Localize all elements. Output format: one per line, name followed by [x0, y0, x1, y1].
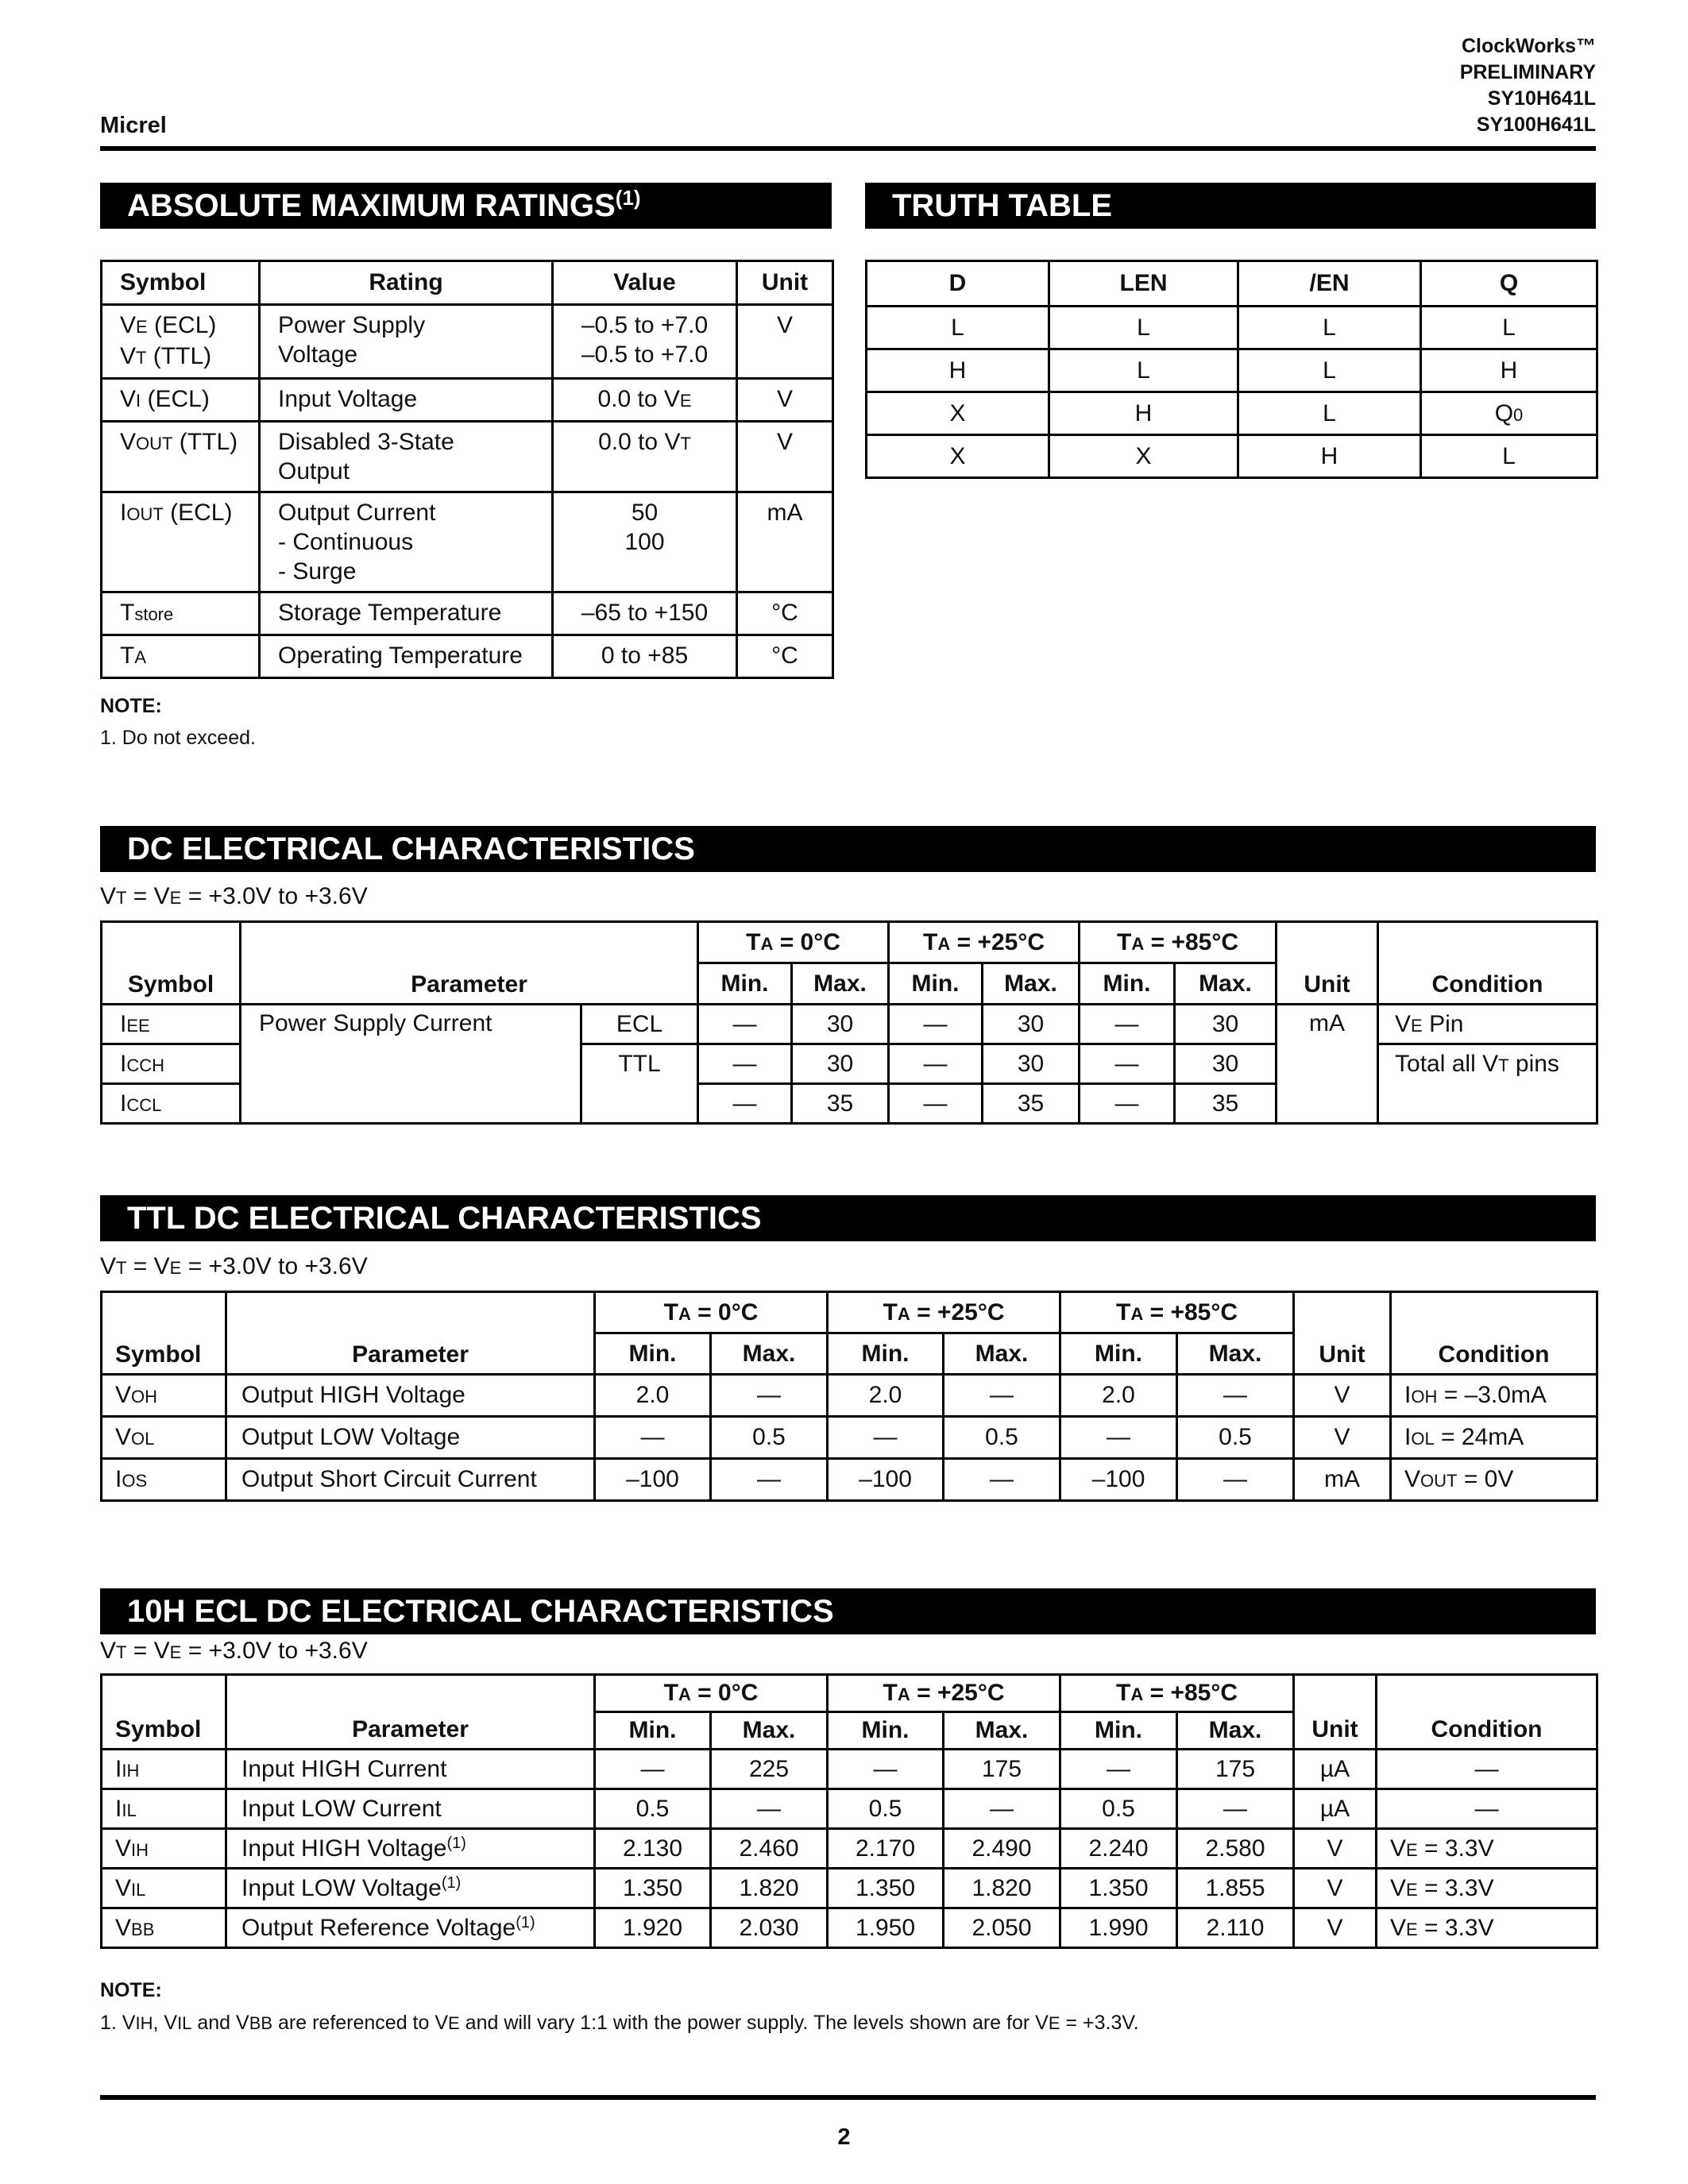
dc-symbol: ICCH: [102, 1044, 241, 1084]
ecl-value: 1.950: [828, 1908, 944, 1948]
ecl-value: 225: [711, 1750, 828, 1789]
ecl-title-bar: [100, 1588, 1596, 1634]
dc-header-min: Min.: [1080, 963, 1175, 1005]
dc-value: —: [1080, 1005, 1175, 1044]
amr-table: [100, 260, 834, 679]
dc-supply-condition: VT = VE = +3.0V to +3.6V: [100, 883, 368, 909]
dc-value: 35: [1175, 1084, 1277, 1124]
ttl-symbol: VOH: [102, 1375, 226, 1417]
ttl-value: –100: [1060, 1459, 1177, 1501]
ecl-value: —: [828, 1750, 944, 1789]
truth-cell: H: [1049, 392, 1238, 435]
dc-header-unit: Unit: [1277, 922, 1378, 1005]
truth-title-bar: [865, 183, 1596, 229]
cell-line: Tstore: [120, 600, 174, 626]
ecl-row: [102, 1789, 1597, 1829]
ttl-value: —: [1177, 1375, 1294, 1417]
ecl-value: 175: [944, 1750, 1060, 1789]
dc-header-min: Min.: [889, 963, 983, 1005]
amr-row: [102, 305, 833, 379]
ecl-value: —: [711, 1789, 828, 1829]
ttl-row: [102, 1375, 1597, 1417]
ecl-unit: V: [1294, 1869, 1377, 1908]
dc-unit: mA: [1277, 1005, 1378, 1124]
ttl-header-unit: Unit: [1294, 1292, 1391, 1375]
cell-line: VI (ECL): [120, 386, 210, 412]
ecl-title: 10H ECL DC ELECTRICAL CHARACTERISTICS: [127, 1594, 834, 1629]
dc-value: 30: [983, 1044, 1080, 1084]
amr-unit: [737, 379, 833, 422]
truth-row: [867, 392, 1597, 435]
dc-parameter: Power Supply Current: [241, 1005, 581, 1124]
cell-line: TA: [120, 642, 147, 669]
cell-line: mA: [767, 500, 803, 526]
ecl-value: 2.050: [944, 1908, 1060, 1948]
cell-line: IOUT (ECL): [120, 500, 233, 526]
ecl-value: 175: [1177, 1750, 1294, 1789]
ecl-value: 1.820: [944, 1869, 1060, 1908]
truth-cell: Q0: [1421, 392, 1597, 435]
amr-header-cell: Symbol: [102, 261, 260, 305]
truth-table: [865, 260, 1598, 479]
ecl-value: 2.030: [711, 1908, 828, 1948]
cell-line: 100: [624, 529, 665, 555]
truth-header-cell: LEN: [1049, 261, 1238, 307]
dc-kind: [581, 1084, 698, 1124]
amr-unit: [737, 492, 833, 592]
ttl-parameter: Output LOW Voltage: [226, 1417, 595, 1459]
amr-value: [553, 492, 737, 592]
dc-value: 30: [1175, 1005, 1277, 1044]
ecl-table: [100, 1673, 1598, 1949]
cell-line: VE (ECL): [120, 312, 217, 338]
cell-line: VT (TTL): [120, 343, 212, 369]
ttl-condition: IOL = 24mA: [1391, 1417, 1597, 1459]
ecl-symbol: IIL: [102, 1789, 226, 1829]
ecl-value: 2.110: [1177, 1908, 1294, 1948]
ttl-unit: V: [1294, 1417, 1391, 1459]
truth-cell: L: [1049, 349, 1238, 392]
header-line: PRELIMINARY: [1459, 61, 1596, 83]
cell-line: °C: [771, 642, 798, 669]
ecl-unit: µA: [1294, 1750, 1377, 1789]
header-rule: [100, 146, 1596, 151]
ttl-header-max: Max.: [711, 1333, 828, 1375]
ecl-header-temp: TA = +25°C: [828, 1675, 1060, 1712]
ecl-value: 1.350: [828, 1869, 944, 1908]
ecl-parameter: Input HIGH Voltage$^{(1)}$: [226, 1829, 595, 1869]
ecl-unit: V: [1294, 1829, 1377, 1869]
cell-line: - Continuous: [278, 529, 414, 555]
dc-kind: TTL: [581, 1044, 698, 1084]
amr-header-cell: Rating: [260, 261, 553, 305]
truth-header-cell: /EN: [1238, 261, 1421, 307]
truth-cell: L: [1049, 307, 1238, 349]
truth-row: [867, 307, 1597, 349]
ecl-value: 1.990: [1060, 1908, 1177, 1948]
amr-row: [102, 492, 833, 592]
ecl-value: 2.240: [1060, 1829, 1177, 1869]
amr-rating: [260, 379, 553, 422]
truth-cell: X: [867, 392, 1049, 435]
dc-value: 30: [1175, 1044, 1277, 1084]
amr-rating: [260, 592, 553, 635]
ecl-row: [102, 1750, 1597, 1789]
dc-header-parameter: Parameter: [241, 922, 698, 1005]
ttl-header-max: Max.: [944, 1333, 1060, 1375]
ttl-parameter: Output HIGH Voltage: [226, 1375, 595, 1417]
dc-value: —: [698, 1044, 792, 1084]
ecl-row: [102, 1908, 1597, 1948]
footnote-ref: (1): [516, 1913, 535, 1931]
ecl-unit: µA: [1294, 1789, 1377, 1829]
header-line: ClockWorks™: [1461, 35, 1596, 57]
ecl-header-max: Max.: [944, 1712, 1060, 1750]
ttl-header-min: Min.: [595, 1333, 711, 1375]
ttl-value: —: [944, 1459, 1060, 1501]
cell-line: V: [776, 386, 793, 412]
ttl-header-temp: TA = +85°C: [1060, 1292, 1294, 1333]
ttl-value: —: [1177, 1459, 1294, 1501]
cell-line: –0.5 to +7.0: [581, 312, 709, 338]
ecl-value: 1.855: [1177, 1869, 1294, 1908]
dc-title-bar: [100, 826, 1596, 872]
amr-symbol: [102, 592, 260, 635]
footer-rule: [100, 2095, 1596, 2100]
amr-symbol: [102, 492, 260, 592]
ecl-row: [102, 1829, 1597, 1869]
ttl-value: 0.5: [1177, 1417, 1294, 1459]
amr-header-row: [102, 261, 833, 305]
ecl-value: 0.5: [1060, 1789, 1177, 1829]
cell-line: 0 to +85: [601, 642, 689, 669]
ecl-header-min: Min.: [1060, 1712, 1177, 1750]
dc-header-condition: Condition: [1378, 922, 1597, 1005]
ecl-condition: —: [1377, 1789, 1597, 1829]
amr-row: [102, 592, 833, 635]
dc-value: —: [1080, 1044, 1175, 1084]
truth-cell: L: [1421, 435, 1597, 478]
ecl-value: 2.130: [595, 1829, 711, 1869]
dc-header-min: Min.: [698, 963, 792, 1005]
ttl-symbol: IOS: [102, 1459, 226, 1501]
amr-value: [553, 422, 737, 492]
ttl-value: 0.5: [944, 1417, 1060, 1459]
amr-rating: [260, 422, 553, 492]
ttl-title-bar: [100, 1195, 1596, 1241]
ttl-value: 2.0: [828, 1375, 944, 1417]
truth-cell: L: [1421, 307, 1597, 349]
cell-line: –0.5 to +7.0: [581, 341, 709, 368]
amr-note-heading: NOTE:: [100, 695, 162, 717]
truth-title: TRUTH TABLE: [892, 188, 1112, 223]
dc-header-temp-0: TA = 0°C: [698, 922, 889, 963]
ttl-header-condition: Condition: [1391, 1292, 1597, 1375]
ecl-value: 2.490: [944, 1829, 1060, 1869]
ecl-symbol: VIL: [102, 1869, 226, 1908]
cell-line: Operating Temperature: [278, 642, 523, 669]
dc-header-symbol: Symbol: [102, 922, 241, 1005]
ecl-header-max: Max.: [711, 1712, 828, 1750]
cell-line: V: [776, 312, 793, 338]
ecl-value: 0.5: [828, 1789, 944, 1829]
amr-row: [102, 379, 833, 422]
ttl-table: [100, 1291, 1598, 1502]
amr-symbol: [102, 422, 260, 492]
ttl-condition: IOH = –3.0mA: [1391, 1375, 1597, 1417]
truth-cell: X: [1049, 435, 1238, 478]
ecl-value: —: [595, 1750, 711, 1789]
dc-value: 30: [792, 1044, 889, 1084]
cell-line: Disabled 3-State: [278, 429, 454, 455]
ecl-symbol: IIH: [102, 1750, 226, 1789]
ecl-supply-condition: VT = VE = +3.0V to +3.6V: [100, 1638, 368, 1664]
truth-cell: X: [867, 435, 1049, 478]
truth-header-cell: D: [867, 261, 1049, 307]
ttl-value: 2.0: [595, 1375, 711, 1417]
truth-cell: L: [1238, 392, 1421, 435]
dc-value: —: [698, 1084, 792, 1124]
dc-row: [102, 1005, 1597, 1044]
truth-cell: H: [1421, 349, 1597, 392]
ecl-value: 2.460: [711, 1829, 828, 1869]
amr-symbol: [102, 305, 260, 379]
ttl-row: [102, 1417, 1597, 1459]
dc-value: 30: [792, 1005, 889, 1044]
ecl-row: [102, 1869, 1597, 1908]
cell-line: °C: [771, 600, 798, 626]
footnote-ref: (1): [446, 1834, 466, 1852]
ecl-value: 1.820: [711, 1869, 828, 1908]
amr-row: [102, 422, 833, 492]
cell-line: V: [776, 429, 793, 455]
ecl-parameter: Input LOW Voltage$^{(1)}$: [226, 1869, 595, 1908]
ecl-value: —: [1060, 1750, 1177, 1789]
ecl-condition: VE = 3.3V: [1377, 1829, 1597, 1869]
ttl-supply-condition: VT = VE = +3.0V to +3.6V: [100, 1253, 368, 1279]
dc-table: [100, 920, 1598, 1125]
ecl-value: 1.350: [595, 1869, 711, 1908]
amr-rating: [260, 492, 553, 592]
truth-cell: L: [1238, 307, 1421, 349]
amr-unit: [737, 305, 833, 379]
cell-line: Voltage: [278, 341, 358, 368]
truth-cell: H: [1238, 435, 1421, 478]
ecl-symbol: VBB: [102, 1908, 226, 1948]
ecl-parameter: Input HIGH Current: [226, 1750, 595, 1789]
ecl-value: 2.170: [828, 1829, 944, 1869]
amr-title: ABSOLUTE MAXIMUM RATINGS: [127, 188, 616, 223]
header-line: SY10H641L: [1487, 87, 1596, 110]
cell-line: 50: [631, 500, 659, 526]
ecl-condition: VE = 3.3V: [1377, 1908, 1597, 1948]
amr-value: [553, 379, 737, 422]
ecl-value: 1.350: [1060, 1869, 1177, 1908]
ttl-parameter: Output Short Circuit Current: [226, 1459, 595, 1501]
dc-header-temp-25: TA = +25°C: [889, 922, 1080, 963]
cell-line: Storage Temperature: [278, 600, 502, 626]
cell-line: 0.0 to VT: [598, 429, 691, 455]
footnote-ref: (1): [441, 1873, 462, 1892]
cell-line: Input Voltage: [278, 386, 418, 412]
dc-value: —: [889, 1005, 983, 1044]
cell-line: –65 to +150: [581, 600, 709, 626]
amr-row: [102, 635, 833, 678]
ttl-value: –100: [828, 1459, 944, 1501]
amr-rating: [260, 305, 553, 379]
dc-value: —: [698, 1005, 792, 1044]
dc-kind: ECL: [581, 1005, 698, 1044]
amr-unit: [737, 422, 833, 492]
ecl-note-heading: NOTE:: [100, 1979, 162, 2001]
company-name: Micrel: [100, 113, 167, 138]
ttl-header-symbol: Symbol: [102, 1292, 226, 1375]
dc-value: —: [889, 1084, 983, 1124]
truth-cell: H: [867, 349, 1049, 392]
truth-row: [867, 435, 1597, 478]
header-product-block: [1460, 33, 1596, 138]
truth-cell: L: [1238, 349, 1421, 392]
cell-line: Output: [278, 458, 350, 484]
header-line: SY100H641L: [1476, 114, 1596, 136]
ecl-parameter: Input LOW Current: [226, 1789, 595, 1829]
amr-symbol: [102, 379, 260, 422]
dc-symbol: ICCL: [102, 1084, 241, 1124]
amr-value: [553, 305, 737, 379]
ecl-header-temp: TA = +85°C: [1060, 1675, 1294, 1712]
amr-unit: [737, 592, 833, 635]
ecl-value: 0.5: [595, 1789, 711, 1829]
ecl-header-unit: Unit: [1294, 1675, 1377, 1750]
ttl-value: –100: [595, 1459, 711, 1501]
ttl-value: —: [711, 1375, 828, 1417]
dc-header-max: Max.: [792, 963, 889, 1005]
dc-header-temp-85: TA = +85°C: [1080, 922, 1277, 963]
cell-line: VOUT (TTL): [120, 429, 238, 455]
dc-value: 35: [792, 1084, 889, 1124]
dc-header-max: Max.: [983, 963, 1080, 1005]
ttl-value: —: [595, 1417, 711, 1459]
amr-symbol: [102, 635, 260, 678]
page-number: 2: [837, 2124, 851, 2150]
dc-condition: VE Pin: [1378, 1005, 1597, 1044]
dc-symbol: IEE: [102, 1005, 241, 1044]
dc-value: —: [889, 1044, 983, 1084]
amr-header-cell: Unit: [737, 261, 833, 305]
dc-title: DC ELECTRICAL CHARACTERISTICS: [127, 832, 695, 866]
ttl-row: [102, 1459, 1597, 1501]
ttl-value: 2.0: [1060, 1375, 1177, 1417]
amr-note: 1. Do not exceed.: [100, 727, 256, 749]
ttl-value: —: [1060, 1417, 1177, 1459]
ecl-value: —: [1177, 1789, 1294, 1829]
ecl-note: 1. VIH, VIL and VBB are referenced to VE and will vary 1:1 with the power supply. The levels shown are for VE = +3.3V.: [100, 2012, 1139, 2034]
ttl-title: TTL DC ELECTRICAL CHARACTERISTICS: [127, 1201, 762, 1236]
amr-header-cell: Value: [553, 261, 737, 305]
ecl-value: —: [944, 1789, 1060, 1829]
amr-unit: [737, 635, 833, 678]
ttl-header-min: Min.: [1060, 1333, 1177, 1375]
dc-condition: Total all VT pins: [1378, 1044, 1597, 1084]
ttl-header-parameter: Parameter: [226, 1292, 595, 1375]
ecl-unit: V: [1294, 1908, 1377, 1948]
ecl-header-min: Min.: [828, 1712, 944, 1750]
ecl-parameter: Output Reference Voltage$^{(1)}$: [226, 1908, 595, 1948]
amr-title-bar: [100, 183, 832, 229]
amr-rating: [260, 635, 553, 678]
ecl-header-symbol: Symbol: [102, 1675, 226, 1750]
ttl-header-max: Max.: [1177, 1333, 1294, 1375]
cell-line: - Surge: [278, 558, 357, 585]
truth-cell: L: [867, 307, 1049, 349]
ecl-condition: VE = 3.3V: [1377, 1869, 1597, 1908]
ttl-unit: mA: [1294, 1459, 1391, 1501]
dc-value: 35: [983, 1084, 1080, 1124]
amr-value: [553, 635, 737, 678]
amr-value: [553, 592, 737, 635]
amr-title-sup: (1): [615, 186, 641, 210]
truth-row: [867, 349, 1597, 392]
ecl-condition: —: [1377, 1750, 1597, 1789]
ttl-header-temp: TA = +25°C: [828, 1292, 1060, 1333]
ttl-symbol: VOL: [102, 1417, 226, 1459]
ttl-header-min: Min.: [828, 1333, 944, 1375]
ttl-header-temp: TA = 0°C: [595, 1292, 828, 1333]
dc-value: —: [1080, 1084, 1175, 1124]
ecl-symbol: VIH: [102, 1829, 226, 1869]
truth-header-row: [867, 261, 1597, 307]
dc-condition: [1378, 1084, 1597, 1124]
ttl-value: 0.5: [711, 1417, 828, 1459]
cell-line: Output Current: [278, 500, 436, 526]
dc-value: 30: [983, 1005, 1080, 1044]
dc-header-max: Max.: [1175, 963, 1277, 1005]
ecl-header-temp: TA = 0°C: [595, 1675, 828, 1712]
ttl-condition: VOUT = 0V: [1391, 1459, 1597, 1501]
cell-line: 0.0 to VE: [597, 386, 692, 412]
ecl-header-max: Max.: [1177, 1712, 1294, 1750]
ecl-value: 1.920: [595, 1908, 711, 1948]
ecl-header-condition: Condition: [1377, 1675, 1597, 1750]
truth-header-cell: Q: [1421, 261, 1597, 307]
ttl-value: —: [711, 1459, 828, 1501]
cell-line: Power Supply: [278, 312, 426, 338]
ttl-unit: V: [1294, 1375, 1391, 1417]
ttl-value: —: [828, 1417, 944, 1459]
ttl-value: —: [944, 1375, 1060, 1417]
ecl-value: 2.580: [1177, 1829, 1294, 1869]
ecl-header-parameter: Parameter: [226, 1675, 595, 1750]
ecl-header-min: Min.: [595, 1712, 711, 1750]
